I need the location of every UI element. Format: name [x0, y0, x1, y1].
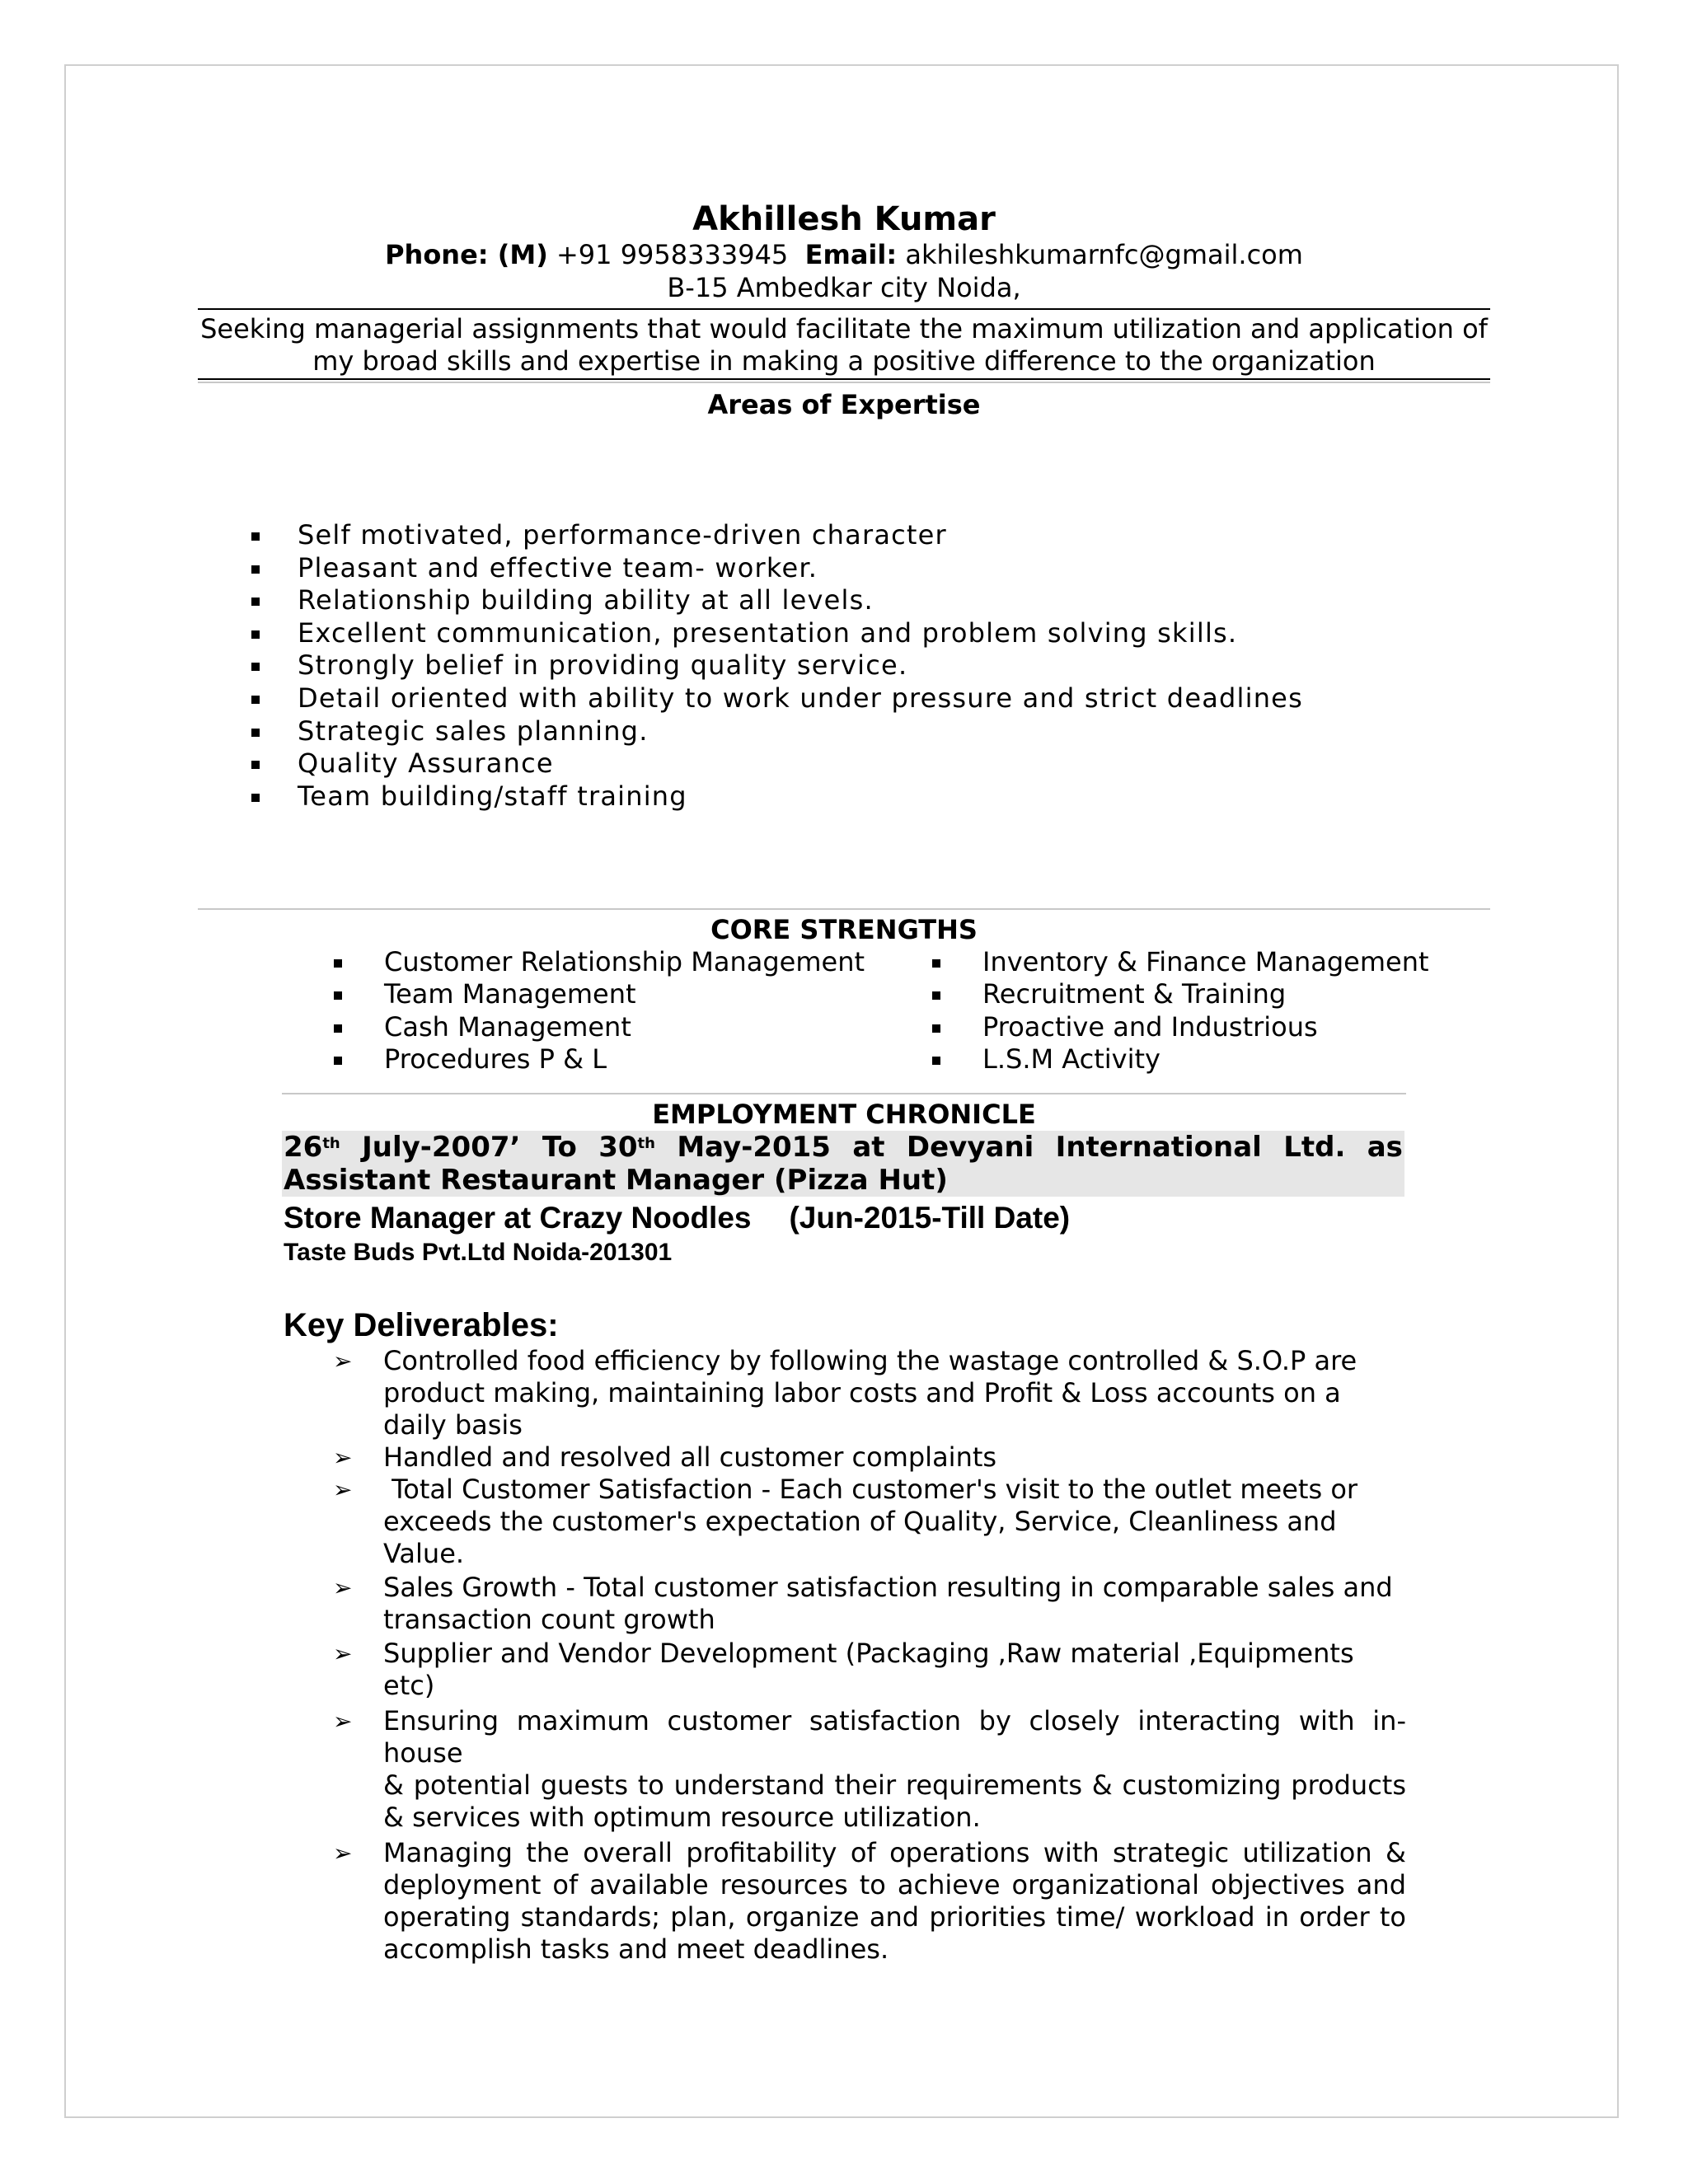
email-label: Email: — [804, 239, 898, 270]
list-item: Proactive and Industrious — [932, 1011, 1429, 1043]
objective — [198, 313, 1490, 377]
list-item: Team Management — [334, 978, 865, 1010]
divider-employment — [282, 1093, 1406, 1094]
bullet-square-icon — [932, 1024, 940, 1033]
list-item: ➢ Total Customer Satisfaction - Each customer's visit to the outlet meets or exceeds the customer's expectation of Quality, Service, Cleanliness and Value. — [333, 1474, 1358, 1569]
list-item: ➢ Controlled food efficiency by following the wastage controlled & S.O.P are product making, maintaining labor costs and Profit & Loss accounts on a daily basis — [333, 1345, 1357, 1441]
bullet-square-icon — [932, 991, 940, 1000]
phone-label: Phone: (M) — [385, 239, 548, 270]
list-item: Procedures P & L — [334, 1043, 865, 1076]
list-item: Inventory & Finance Management — [932, 946, 1429, 978]
core-strengths-title: CORE STRENGTHS — [710, 914, 978, 945]
core-strengths-left-list — [334, 946, 865, 1076]
list-item: Customer Relationship Management — [334, 946, 865, 978]
list-item: Excellent communication, presentation and problem solving skills. — [251, 617, 1303, 650]
employment-period-line: 26th July-2007’ To 30th May-2015 at Devyani International Ltd. as — [284, 1131, 1403, 1164]
list-item: Self motivated, performance-driven character — [251, 519, 1303, 552]
deliverables-title: Key Deliverables: — [284, 1307, 559, 1343]
bullet-square-icon — [932, 1057, 940, 1065]
current-role-period: (Jun-2015-Till Date) — [789, 1201, 1071, 1235]
list-item: ➢ Supplier and Vendor Development (Packaging ,Raw material ,Equipments etc) — [333, 1638, 1354, 1701]
divider-core-strengths — [198, 908, 1490, 910]
divider-objective-bottom — [198, 378, 1490, 380]
bullet-square-icon — [251, 598, 260, 606]
list-item: Strongly belief in providing quality service. — [251, 649, 1303, 682]
bullet-square-icon — [334, 1024, 342, 1033]
list-item: ➢ Ensuring maximum customer satisfaction by closely interacting with in-house & potential guests to understand their requirements & customizing products & services with optimum resource utilization. — [333, 1705, 1406, 1833]
list-item: Cash Management — [334, 1011, 865, 1043]
objective-line-1: Seeking managerial assignments that would facilitate the maximum utilization and application of — [200, 313, 1488, 344]
bullet-square-icon — [334, 1057, 342, 1065]
arrow-bullet-icon: ➢ — [333, 1708, 353, 1735]
current-role-title: Store Manager at Crazy Noodles — [284, 1201, 752, 1235]
deliverables-list — [333, 1345, 1406, 1966]
contact-line — [0, 237, 1688, 272]
arrow-bullet-icon: ➢ — [333, 1840, 353, 1867]
list-item: Strategic sales planning. — [251, 715, 1303, 748]
bullet-square-icon — [251, 729, 260, 737]
expertise-title: Areas of Expertise — [707, 389, 981, 420]
candidate-name: Akhillesh Kumar — [692, 200, 996, 238]
list-item: Relationship building ability at all levels. — [251, 584, 1303, 617]
core-strengths-right-list — [932, 946, 1429, 1076]
address: B-15 Ambedkar city Noida, — [667, 272, 1021, 303]
phone-value: +91 9958333945 — [556, 239, 789, 270]
list-item: Pleasant and effective team- worker. — [251, 552, 1303, 585]
employment-role-line: Assistant Restaurant Manager (Pizza Hut) — [284, 1164, 948, 1197]
list-item: Detail oriented with ability to work under pressure and strict deadlines — [251, 682, 1303, 715]
expertise-list — [251, 519, 1303, 813]
employment-title: EMPLOYMENT CHRONICLE — [652, 1099, 1036, 1130]
current-company: Taste Buds Pvt.Ltd Noida-201301 — [284, 1239, 673, 1266]
bullet-square-icon — [334, 991, 342, 1000]
bullet-square-icon — [251, 663, 260, 671]
bullet-square-icon — [251, 630, 260, 639]
list-item: Team building/staff training — [251, 780, 1303, 813]
bullet-square-icon — [334, 959, 342, 968]
arrow-bullet-icon: ➢ — [333, 1476, 353, 1503]
list-item: ➢ Sales Growth - Total customer satisfaction resulting in comparable sales and transaction count growth — [333, 1572, 1393, 1635]
bullet-square-icon — [251, 532, 260, 541]
arrow-bullet-icon: ➢ — [333, 1640, 353, 1667]
divider-top — [198, 308, 1490, 310]
list-item: Recruitment & Training — [932, 978, 1429, 1010]
bullet-square-icon — [251, 794, 260, 802]
list-item: L.S.M Activity — [932, 1043, 1429, 1076]
objective-line-2: my broad skills and expertise in making a positive difference to the organization — [312, 345, 1376, 377]
list-item: ➢ Handled and resolved all customer complaints — [333, 1441, 997, 1473]
bullet-square-icon — [932, 959, 940, 968]
bullet-square-icon — [251, 696, 260, 704]
divider-objective-bottom-shadow — [198, 382, 1490, 383]
email-value: akhileshkumarnfc@gmail.com — [905, 239, 1303, 270]
bullet-square-icon — [251, 565, 260, 574]
current-role — [284, 1198, 1070, 1238]
arrow-bullet-icon: ➢ — [333, 1444, 353, 1471]
list-item: ➢ Managing the overall profitability of operations with strategic utilization & deployment of available resources to achieve organizational objectives and operating standards; plan, organize and priorities time/ workload in order to accomplish tasks and meet deadlines. — [333, 1837, 1406, 1965]
arrow-bullet-icon: ➢ — [333, 1347, 353, 1375]
list-item: Quality Assurance — [251, 748, 1303, 780]
bullet-square-icon — [251, 761, 260, 769]
arrow-bullet-icon: ➢ — [333, 1574, 353, 1601]
